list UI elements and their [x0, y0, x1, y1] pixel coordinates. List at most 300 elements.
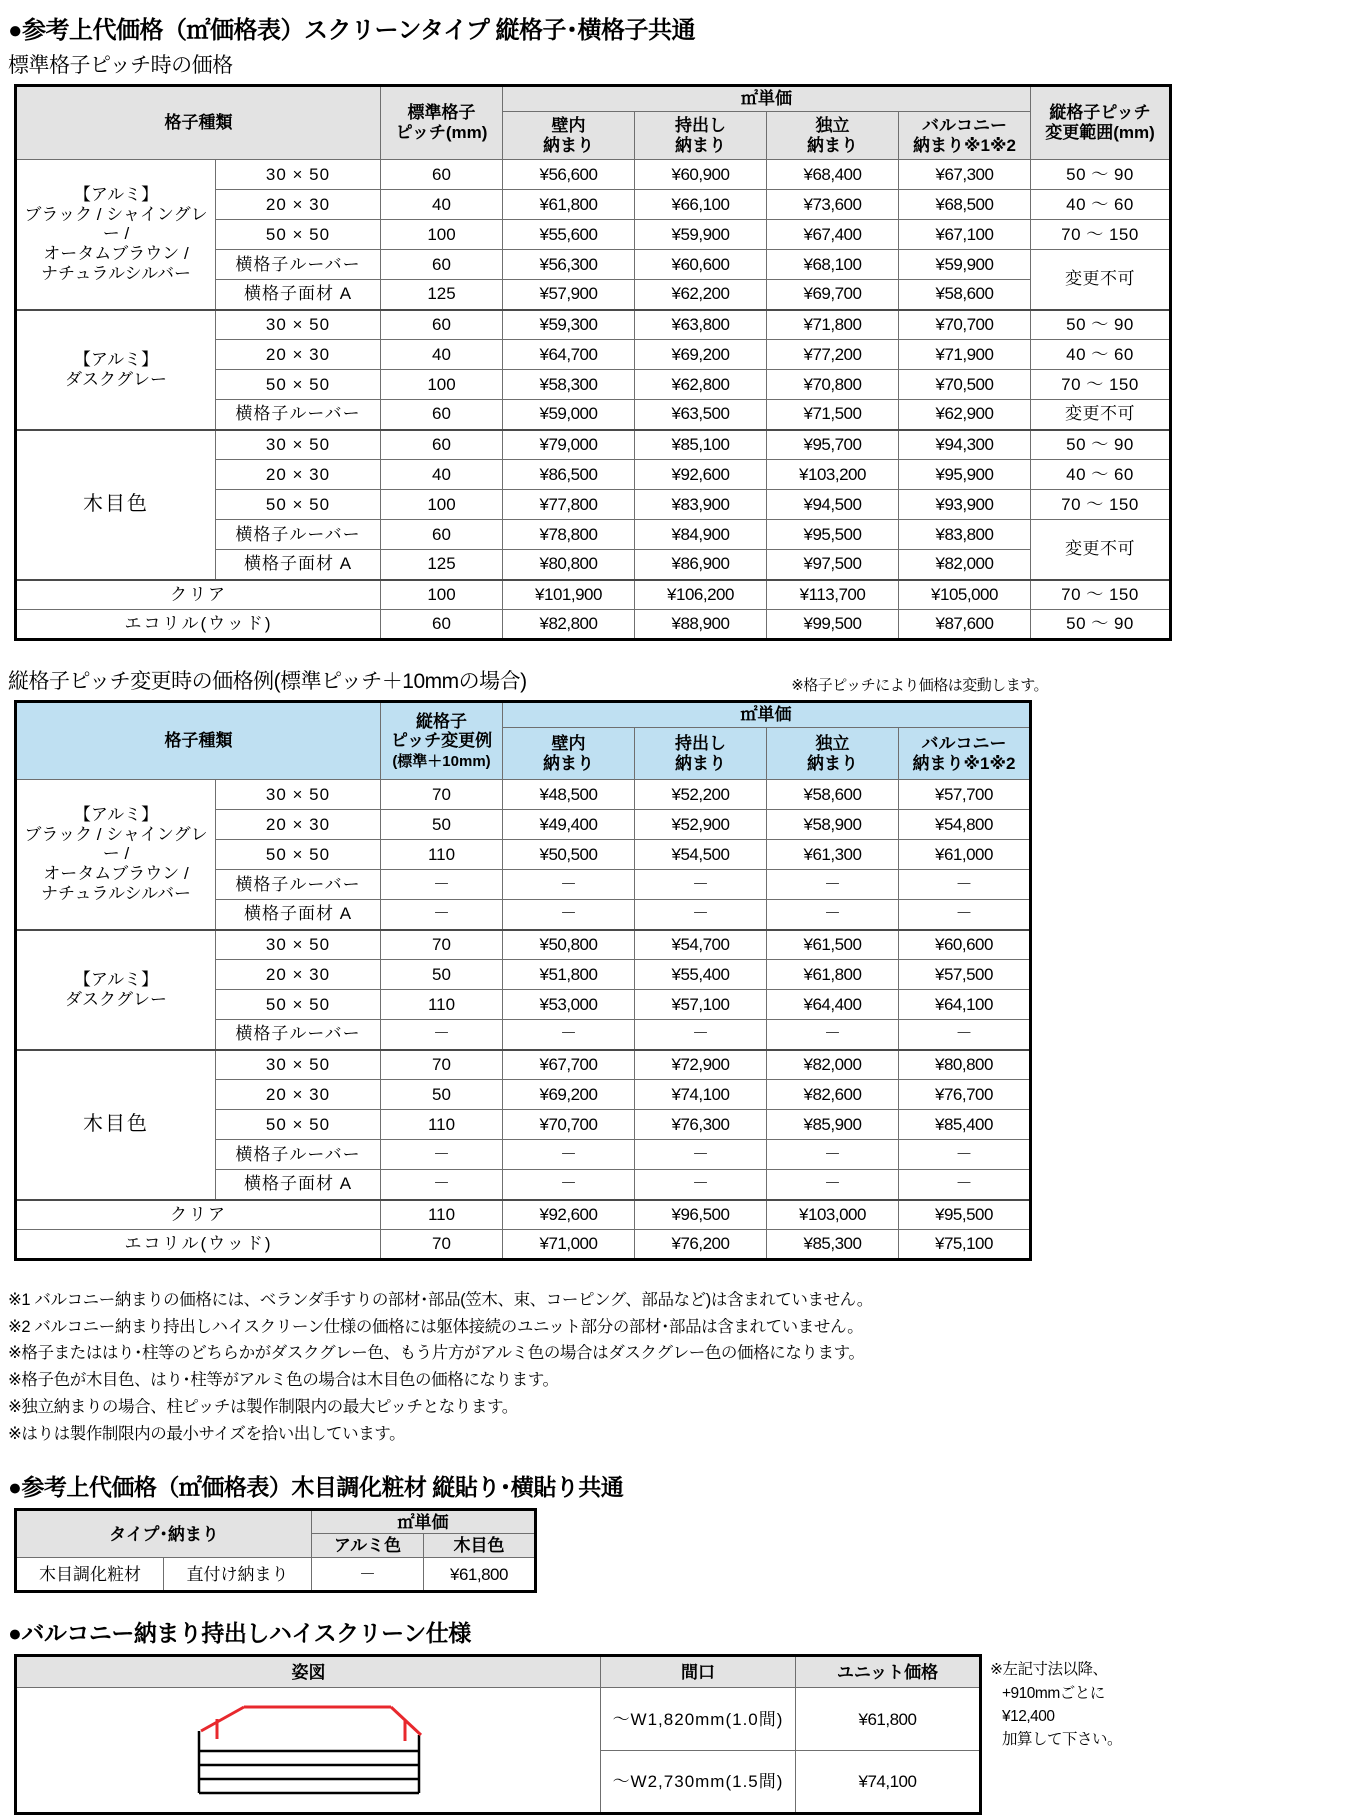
- th4-figure: 姿図: [16, 1656, 601, 1688]
- cell-lattice-size: 横格子ルーバー: [216, 520, 381, 550]
- cell-lattice-size: 横格子ルーバー: [216, 1020, 381, 1050]
- th4-width: 間口: [601, 1656, 796, 1688]
- cell-pitch: 70: [381, 1050, 503, 1080]
- cell-lattice-size: 横格子ルーバー: [216, 400, 381, 430]
- cell-lattice-size: 50 × 50: [216, 990, 381, 1020]
- cell-price-wall: －: [503, 1020, 635, 1050]
- cell-price-standalone: ¥103,000: [767, 1200, 899, 1230]
- table4-head: [16, 1656, 981, 1688]
- cell-pitch: 110: [381, 1200, 503, 1230]
- cell-price-standalone: ¥61,800: [767, 960, 899, 990]
- cell-price-balcony: ¥95,900: [899, 460, 1031, 490]
- cell-price-balcony: ¥95,500: [899, 1200, 1031, 1230]
- cell-pitch: 110: [381, 840, 503, 870]
- cell-pitch: 125: [381, 280, 503, 310]
- cell-price-wall: ¥48,500: [503, 780, 635, 810]
- th-cantilever-l1: 持出し: [675, 115, 726, 135]
- cell-price-standalone: ¥58,900: [767, 810, 899, 840]
- cell-price-balcony: ¥67,300: [899, 160, 1031, 190]
- cell-pitch: －: [381, 1170, 503, 1200]
- cell-price-cantilever: ¥106,200: [635, 580, 767, 610]
- cell-pitch-range: 40 ～ 60: [1031, 190, 1171, 220]
- cell-price-wall: ¥49,400: [503, 810, 635, 840]
- cell-lattice-size: 30 × 50: [216, 1050, 381, 1080]
- cell-fitting: 直付け納まり: [164, 1558, 312, 1592]
- cell-price-wall: ¥50,800: [503, 930, 635, 960]
- cell-pitch-range: 50 ～ 90: [1031, 310, 1171, 340]
- table-row: [16, 1230, 1031, 1260]
- th-balcony-l1: バルコニー: [922, 115, 1007, 135]
- th-pitch-line1: 標準格子: [407, 103, 476, 123]
- cell-lattice-size: 30 × 50: [216, 160, 381, 190]
- cell-lattice-size: 横格子面材 A: [216, 1170, 381, 1200]
- cell-price-cantilever: ¥60,900: [635, 160, 767, 190]
- cell-price-1: ¥61,800: [796, 1688, 981, 1751]
- cell-price-cantilever: ¥62,800: [635, 370, 767, 400]
- category-line: オータムブラウン /: [43, 244, 189, 264]
- cell-price-cantilever: －: [635, 870, 767, 900]
- cell-price-cantilever: ¥92,600: [635, 460, 767, 490]
- category-line: ダスクグレー: [65, 989, 167, 1009]
- cell-price-wall: ¥59,300: [503, 310, 635, 340]
- th-balcony: [899, 112, 1031, 160]
- cell-price-balcony: ¥64,100: [899, 990, 1031, 1020]
- cell-price-wall: ¥69,200: [503, 1080, 635, 1110]
- cell-pitch-range: 70 ～ 150: [1031, 490, 1171, 520]
- cell-material-name: 木目調化粧材: [16, 1558, 164, 1592]
- cell-pitch: 50: [381, 1080, 503, 1110]
- cell-price-standalone: ¥69,700: [767, 280, 899, 310]
- cell-lattice-size: 30 × 50: [216, 430, 381, 460]
- section1-title: ●参考上代価格（㎡価格表）スクリーンタイプ 縦格子･横格子共通: [8, 17, 696, 44]
- cell-pitch: －: [381, 900, 503, 930]
- sidenote-line: ※左記寸法以降、: [990, 1661, 1108, 1679]
- cell-pitch: 60: [381, 400, 503, 430]
- cell-price-cantilever: ¥55,400: [635, 960, 767, 990]
- cell-price-balcony: ¥58,600: [899, 280, 1031, 310]
- th-standalone: [767, 112, 899, 160]
- cell-pitch: 40: [381, 190, 503, 220]
- cell-price-wall: ¥57,900: [503, 280, 635, 310]
- th2-pitch-l1: 縦格子: [416, 711, 467, 731]
- cell-price-cantilever: ¥62,200: [635, 280, 767, 310]
- th3-mokume: 木目色: [424, 1534, 536, 1558]
- cell-price-wall: －: [503, 900, 635, 930]
- cell-price-wall: －: [503, 1170, 635, 1200]
- table-row: [16, 160, 1171, 190]
- table-row: [16, 580, 1171, 610]
- th-pitch-range-line1: 縦格子ピッチ: [1049, 103, 1151, 123]
- cell-price-balcony: ¥59,900: [899, 250, 1031, 280]
- cell-lattice-size: 20 × 30: [216, 1080, 381, 1110]
- cell-price-balcony: ¥105,000: [899, 580, 1031, 610]
- cell-price-cantilever: ¥76,200: [635, 1230, 767, 1260]
- cell-price-cantilever: ¥69,200: [635, 340, 767, 370]
- cell-pitch: 60: [381, 310, 503, 340]
- th-wall-l2: 納まり: [543, 135, 594, 155]
- th-standalone-l2: 納まり: [807, 135, 858, 155]
- cell-price-wall: ¥70,700: [503, 1110, 635, 1140]
- cell-pitch-range: 50 ～ 90: [1031, 160, 1171, 190]
- cell-pitch: 70: [381, 1230, 503, 1260]
- cell-price-wall: ¥82,800: [503, 610, 635, 640]
- cell-pitch-range: 70 ～ 150: [1031, 580, 1171, 610]
- cell-lattice-size: 50 × 50: [216, 220, 381, 250]
- table-row: [16, 930, 1031, 960]
- cell-price-wall: ¥51,800: [503, 960, 635, 990]
- table-row: [16, 1558, 536, 1592]
- th2-balcony: [899, 728, 1031, 780]
- section3-title: ●参考上代価格（㎡価格表）木目調化粧材 縦貼り･横貼り共通: [8, 1474, 624, 1501]
- category-line: オータムブラウン /: [43, 864, 189, 884]
- cell-lattice-size: 20 × 30: [216, 340, 381, 370]
- cell-price-balcony: ¥85,400: [899, 1110, 1031, 1140]
- cell-lattice-size: 50 × 50: [216, 490, 381, 520]
- cell-price-standalone: ¥70,800: [767, 370, 899, 400]
- th2-pitch-l3: (標準＋10mm): [392, 752, 491, 770]
- cell-lattice-size: 30 × 50: [216, 310, 381, 340]
- cell-price-cantilever: ¥57,100: [635, 990, 767, 1020]
- cell-price-wall: －: [503, 870, 635, 900]
- pitch-change-price-table: [14, 700, 1032, 1261]
- cell-price-cantilever: ¥76,300: [635, 1110, 767, 1140]
- th3-alumi: アルミ色: [312, 1534, 424, 1558]
- cell-lattice-size: 30 × 50: [216, 780, 381, 810]
- balcony-sidenote: [990, 1658, 1122, 1751]
- cell-pitch: 40: [381, 460, 503, 490]
- th2-wall-l2: 納まり: [543, 753, 594, 773]
- table1-body: [16, 160, 1171, 640]
- table-row: [16, 1688, 981, 1751]
- cell-price-cantilever: ¥84,900: [635, 520, 767, 550]
- cell-price-cantilever: ¥83,900: [635, 490, 767, 520]
- cell-pitch: 125: [381, 550, 503, 580]
- th-pitch-range-line2: 変更範囲(mm): [1045, 123, 1155, 142]
- table-row: [16, 780, 1031, 810]
- category-line: 【アルミ】: [73, 969, 159, 989]
- cell-lattice-size: 20 × 30: [216, 460, 381, 490]
- th2-wall: [503, 728, 635, 780]
- cell-lattice-size: 20 × 30: [216, 190, 381, 220]
- th-cantilever: [635, 112, 767, 160]
- section2-title: 縦格子ピッチ変更時の価格例(標準ピッチ＋10mmの場合): [8, 670, 527, 693]
- cell-price-wall: ¥77,800: [503, 490, 635, 520]
- th3-unit-price: ㎡単価: [312, 1510, 536, 1534]
- cell-price-standalone: ¥82,000: [767, 1050, 899, 1080]
- cell-lattice-size: 50 × 50: [216, 1110, 381, 1140]
- cell-price-wall: ¥79,000: [503, 430, 635, 460]
- cell-price-balcony: ¥70,500: [899, 370, 1031, 400]
- th2-unit-price: ㎡単価: [503, 702, 1031, 728]
- cell-price-cantilever: －: [635, 900, 767, 930]
- cell-lattice-size: 横格子面材 A: [216, 550, 381, 580]
- sidenote-line: +910mmごとに: [1002, 1684, 1105, 1702]
- cell-price-standalone: ¥85,900: [767, 1110, 899, 1140]
- cell-lattice-size: 横格子面材 A: [216, 900, 381, 930]
- table-row: [16, 310, 1171, 340]
- th-unit-price: ㎡単価: [503, 86, 1031, 112]
- table-row: [16, 430, 1171, 460]
- cell-price-standalone: ¥77,200: [767, 340, 899, 370]
- cell-price-balcony: ¥62,900: [899, 400, 1031, 430]
- sidenote-line: 加算して下さい。: [1002, 1731, 1123, 1749]
- cell-price-wall: ¥56,600: [503, 160, 635, 190]
- footnote-line: ※1 バルコニー納まりの価格には、ベランダ手すりの部材･部品(笠木、束、コーピング、部品など)は含まれていません。: [8, 1291, 873, 1309]
- category-line: ダスクグレー: [65, 369, 167, 389]
- th2-wall-l1: 壁内: [551, 733, 586, 753]
- th2-balcony-l2: 納まり※1※2: [912, 753, 1016, 773]
- cell-price-cantilever: ¥74,100: [635, 1080, 767, 1110]
- cell-price-balcony: ¥71,900: [899, 340, 1031, 370]
- cell-price-wall: ¥64,700: [503, 340, 635, 370]
- th-pitch-range: [1031, 86, 1171, 160]
- cell-price-standalone: ¥82,600: [767, 1080, 899, 1110]
- category-line: ブラック / シャイングレー /: [24, 824, 208, 864]
- cell-category: [16, 160, 216, 310]
- cell-pitch: －: [381, 870, 503, 900]
- cell-pitch: 100: [381, 490, 503, 520]
- cell-category-full: エコリル(ウッド): [16, 610, 381, 640]
- th2-pitch-l2: ピッチ変更例: [390, 731, 493, 751]
- th-cantilever-l2: 納まり: [675, 135, 726, 155]
- cell-width-1: ～W1,820mm(1.0間): [601, 1688, 796, 1751]
- cell-price-balcony: ¥68,500: [899, 190, 1031, 220]
- section4-title: ●バルコニー納まり持出しハイスクリーン仕様: [8, 1620, 471, 1647]
- cell-price-wall: ¥53,000: [503, 990, 635, 1020]
- cell-price-balcony: ¥57,500: [899, 960, 1031, 990]
- cell-price-cantilever: －: [635, 1140, 767, 1170]
- cell-category: [16, 930, 216, 1050]
- cell-price-cantilever: ¥60,600: [635, 250, 767, 280]
- cell-price-standalone: ¥103,200: [767, 460, 899, 490]
- cell-price-standalone: ¥99,500: [767, 610, 899, 640]
- category-line: 【アルミ】: [73, 185, 159, 205]
- cell-price-balcony: －: [899, 870, 1031, 900]
- cell-price-standalone: －: [767, 1170, 899, 1200]
- cell-price-cantilever: ¥63,500: [635, 400, 767, 430]
- cell-pitch: 60: [381, 250, 503, 280]
- cell-price-standalone: ¥67,400: [767, 220, 899, 250]
- cell-price-cantilever: ¥63,800: [635, 310, 767, 340]
- decorative-material-price-table: [14, 1508, 537, 1593]
- cell-price-balcony: －: [899, 900, 1031, 930]
- cell-price-standalone: －: [767, 900, 899, 930]
- cell-price-standalone: ¥68,100: [767, 250, 899, 280]
- cell-pitch: －: [381, 1140, 503, 1170]
- cell-price-balcony: ¥70,700: [899, 310, 1031, 340]
- cell-price-balcony: －: [899, 1170, 1031, 1200]
- cell-pitch: 60: [381, 520, 503, 550]
- cell-price-wall: ¥59,000: [503, 400, 635, 430]
- cell-price-standalone: ¥58,600: [767, 780, 899, 810]
- cell-price-balcony: －: [899, 1020, 1031, 1050]
- cell-pitch-range: 50 ～ 90: [1031, 610, 1171, 640]
- cell-category-full: エコリル(ウッド): [16, 1230, 381, 1260]
- cell-price-balcony: ¥82,000: [899, 550, 1031, 580]
- th-wall: [503, 112, 635, 160]
- cell-price-cantilever: ¥88,900: [635, 610, 767, 640]
- cell-category: [16, 1050, 216, 1200]
- cell-price-cantilever: －: [635, 1170, 767, 1200]
- footnotes: [8, 1287, 1354, 1447]
- cell-category-full: クリア: [16, 1200, 381, 1230]
- cell-pitch-range: 変更不可: [1031, 400, 1171, 430]
- cell-pitch-range: 70 ～ 150: [1031, 370, 1171, 400]
- cell-price-balcony: ¥57,700: [899, 780, 1031, 810]
- cell-pitch: 50: [381, 810, 503, 840]
- footnote-line: ※格子色が木目色、はり･柱等がアルミ色の場合は木目色の価格になります。: [8, 1371, 559, 1390]
- cell-price-wall: ¥58,300: [503, 370, 635, 400]
- cell-price-standalone: －: [767, 870, 899, 900]
- cell-price-balcony: ¥76,700: [899, 1080, 1031, 1110]
- category-line: ナチュラルシルバー: [41, 263, 191, 283]
- cell-lattice-size: 横格子ルーバー: [216, 870, 381, 900]
- table4-body: [16, 1688, 981, 1814]
- category-line: 木目色: [83, 1113, 149, 1135]
- section1-subtitle: 標準格子ピッチ時の価格: [8, 54, 233, 77]
- cell-pitch-range: 変更不可: [1031, 520, 1171, 580]
- cell-price-standalone: ¥68,400: [767, 160, 899, 190]
- cell-pitch: 70: [381, 780, 503, 810]
- cell-category: [16, 780, 216, 930]
- th-wall-l1: 壁内: [551, 115, 586, 135]
- cell-pitch: 70: [381, 930, 503, 960]
- table-row: [16, 610, 1171, 640]
- th2-kind: 格子種類: [16, 702, 381, 780]
- cell-price-wall: ¥67,700: [503, 1050, 635, 1080]
- cell-price-wall: ¥101,900: [503, 580, 635, 610]
- cell-lattice-size: 横格子面材 A: [216, 280, 381, 310]
- cell-price-cantilever: ¥96,500: [635, 1200, 767, 1230]
- th-standalone-l1: 独立: [815, 115, 850, 135]
- cell-price-balcony: ¥75,100: [899, 1230, 1031, 1260]
- cell-price-balcony: ¥93,900: [899, 490, 1031, 520]
- cell-lattice-size: 20 × 30: [216, 810, 381, 840]
- cell-price-standalone: ¥71,500: [767, 400, 899, 430]
- cell-price-wall: ¥50,500: [503, 840, 635, 870]
- cell-lattice-size: 30 × 50: [216, 930, 381, 960]
- cell-price-cantilever: ¥54,700: [635, 930, 767, 960]
- th-balcony-l2: 納まり※1※2: [913, 135, 1016, 155]
- cell-pitch-range: 変更不可: [1031, 250, 1171, 310]
- table-row: [16, 1050, 1031, 1080]
- th-pitch-line2: ピッチ(mm): [395, 123, 488, 142]
- table3-body: [16, 1558, 536, 1592]
- cell-category: [16, 310, 216, 430]
- cell-price-balcony: ¥60,600: [899, 930, 1031, 960]
- cell-price-standalone: －: [767, 1020, 899, 1050]
- footnote-line: ※独立納まりの場合、柱ピッチは製作制限内の最大ピッチとなります。: [8, 1397, 518, 1416]
- cell-price-standalone: ¥113,700: [767, 580, 899, 610]
- cell-mokume-price: ¥61,800: [424, 1558, 536, 1592]
- th2-cantilever: [635, 728, 767, 780]
- cell-price-cantilever: ¥72,900: [635, 1050, 767, 1080]
- cell-width-2: ～W2,730mm(1.5間): [601, 1751, 796, 1814]
- th-pitch: [381, 86, 503, 160]
- table-row: [16, 1200, 1031, 1230]
- cell-pitch: 40: [381, 340, 503, 370]
- th4-unit-price: ユニット価格: [796, 1656, 981, 1688]
- sidenote-line: ¥12,400: [1002, 1707, 1055, 1725]
- cell-price-balcony: ¥87,600: [899, 610, 1031, 640]
- cell-price-cantilever: ¥86,900: [635, 550, 767, 580]
- balcony-high-screen-diagram: [159, 1693, 459, 1803]
- cell-pitch: 100: [381, 220, 503, 250]
- cell-price-balcony: ¥61,000: [899, 840, 1031, 870]
- cell-lattice-size: 横格子ルーバー: [216, 1140, 381, 1170]
- table2-body: [16, 780, 1031, 1260]
- cell-price-wall: －: [503, 1140, 635, 1170]
- cell-price-standalone: ¥95,700: [767, 430, 899, 460]
- cell-price-wall: ¥80,800: [503, 550, 635, 580]
- cell-price-wall: ¥55,600: [503, 220, 635, 250]
- cell-pitch: 60: [381, 430, 503, 460]
- cell-price-standalone: ¥94,500: [767, 490, 899, 520]
- standard-pitch-price-table: [14, 84, 1172, 641]
- cell-lattice-size: 50 × 50: [216, 840, 381, 870]
- th3-type: タイプ･納まり: [16, 1510, 312, 1558]
- cell-pitch: 100: [381, 580, 503, 610]
- cell-lattice-size: 50 × 50: [216, 370, 381, 400]
- category-line: 木目色: [83, 493, 149, 515]
- cell-lattice-size: 横格子ルーバー: [216, 250, 381, 280]
- cell-price-cantilever: ¥85,100: [635, 430, 767, 460]
- cell-price-wall: ¥56,300: [503, 250, 635, 280]
- cell-price-cantilever: －: [635, 1020, 767, 1050]
- cell-pitch-range: 40 ～ 60: [1031, 340, 1171, 370]
- footnote-line: ※2 バルコニー納まり持出しハイスクリーン仕様の価格には躯体接続のユニット部分の部材･部品は含まれていません。: [8, 1317, 864, 1336]
- cell-price-standalone: ¥64,400: [767, 990, 899, 1020]
- cell-price-standalone: ¥73,600: [767, 190, 899, 220]
- cell-price-cantilever: ¥52,200: [635, 780, 767, 810]
- category-line: 【アルミ】: [73, 805, 159, 825]
- cell-price-balcony: －: [899, 1140, 1031, 1170]
- th2-standalone-l2: 納まり: [807, 753, 858, 773]
- cell-pitch: －: [381, 1020, 503, 1050]
- cell-category: [16, 430, 216, 580]
- th2-standalone-l1: 独立: [815, 733, 850, 753]
- cell-price-cantilever: ¥59,900: [635, 220, 767, 250]
- cell-price-balcony: ¥67,100: [899, 220, 1031, 250]
- balcony-spec-wrap: [0, 1654, 1354, 1815]
- cell-pitch: 110: [381, 990, 503, 1020]
- th2-cantilever-l2: 納まり: [675, 753, 726, 773]
- cell-price-balcony: ¥54,800: [899, 810, 1031, 840]
- cell-price-standalone: －: [767, 1140, 899, 1170]
- cell-pitch: 60: [381, 160, 503, 190]
- cell-pitch: 110: [381, 1110, 503, 1140]
- category-line: ブラック / シャイングレー /: [24, 204, 208, 244]
- th2-pitch: [381, 702, 503, 780]
- cell-price-cantilever: ¥52,900: [635, 810, 767, 840]
- cell-pitch: 100: [381, 370, 503, 400]
- balcony-high-screen-table: [14, 1654, 982, 1815]
- cell-alumi-price: －: [312, 1558, 424, 1592]
- cell-price-wall: ¥71,000: [503, 1230, 635, 1260]
- th2-cantilever-l1: 持出し: [675, 733, 726, 753]
- cell-price-standalone: ¥71,800: [767, 310, 899, 340]
- cell-figure: [16, 1688, 601, 1814]
- cell-pitch-range: 40 ～ 60: [1031, 460, 1171, 490]
- cell-price-standalone: ¥61,500: [767, 930, 899, 960]
- cell-category-full: クリア: [16, 580, 381, 610]
- th-kind: 格子種類: [16, 86, 381, 160]
- footnote-line: ※はりは製作制限内の最小サイズを拾い出しています。: [8, 1424, 406, 1443]
- category-line: ナチュラルシルバー: [41, 883, 191, 903]
- cell-price-cantilever: ¥66,100: [635, 190, 767, 220]
- category-line: 【アルミ】: [73, 349, 159, 369]
- cell-price-wall: ¥61,800: [503, 190, 635, 220]
